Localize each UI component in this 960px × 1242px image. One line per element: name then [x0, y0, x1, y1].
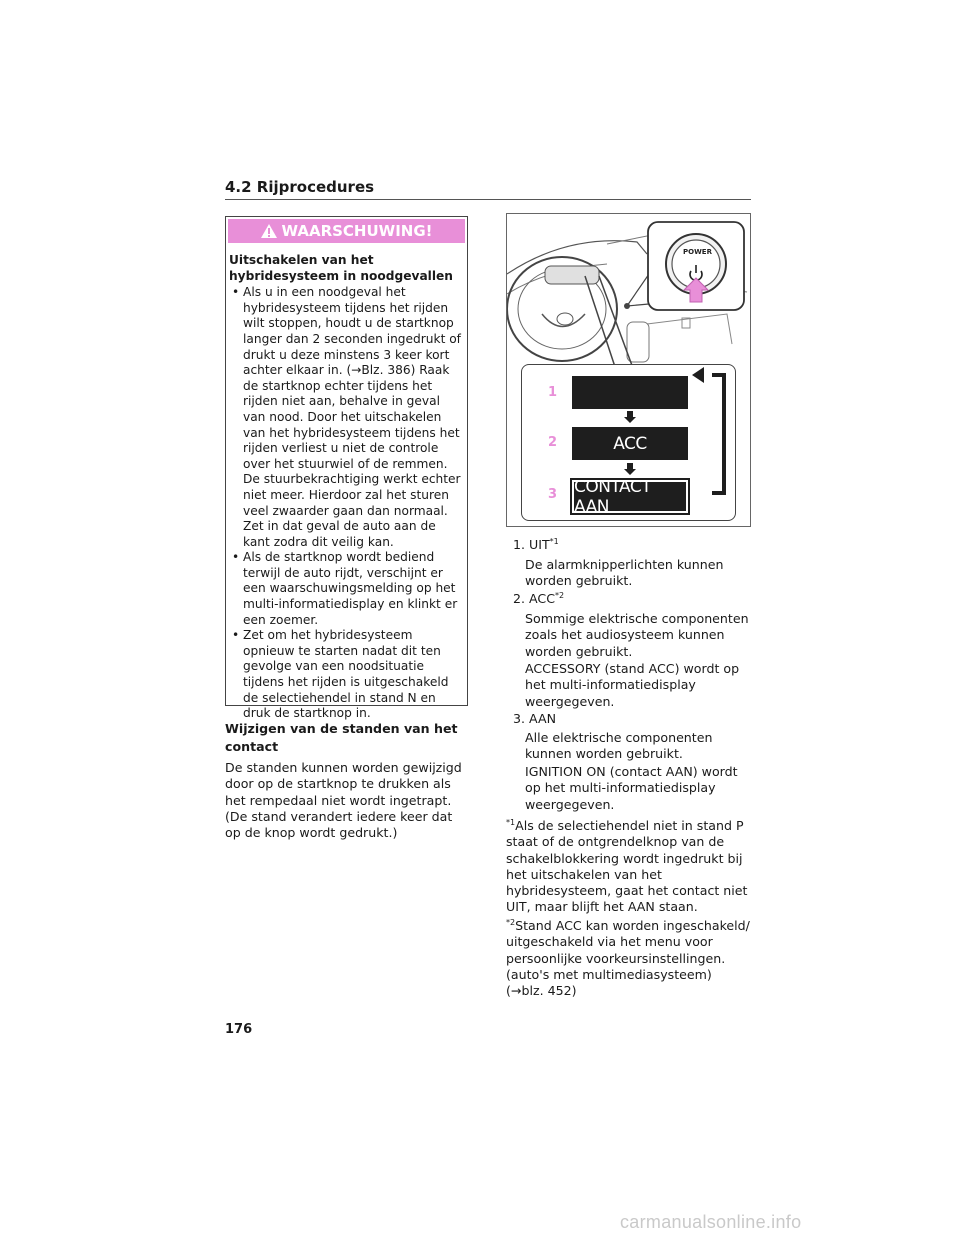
step-number: 1: [548, 385, 558, 400]
list-item-text: Sommige elektrische componenten zoals het audiosysteem kunnen worden gebruikt.: [525, 611, 749, 659]
page-number: 176: [225, 1022, 253, 1037]
step-number: 3: [548, 487, 558, 502]
ignition-figure: [506, 213, 751, 527]
step-label: CONTACT AAN: [574, 476, 652, 517]
power-button-label: POWER: [683, 248, 712, 256]
footnote: $^{*1}$Als de selectiehendel niet in stand P staat of de ontgrendelknop van de schakelblokkering wordt ingedrukt bij het uitschakelen van het hybridesysteem, gaat het contact niet UIT, maar blijft het AAN staan.: [506, 818, 748, 915]
arrow-down-icon: [624, 411, 636, 423]
ignition-steps-panel: [521, 364, 736, 521]
list-item-label: 2. ACC$^{*2}$: [513, 591, 565, 606]
warning-list: [229, 285, 461, 722]
step-number: 2: [548, 435, 558, 450]
list-item-label: 1. UIT$^{*1}$: [513, 537, 559, 552]
warning-box: [225, 216, 468, 721]
warning-bullet: • Zet om het hybridesysteem opnieuw te starten nadat dit ten gevolge van een noodsituatie tijdens het rijden is uitgeschakeld de selectiehendel in stand N en druk de startknop in.: [229, 628, 461, 722]
body-paragraph: De standen kunnen worden gewijzigd door op de startknop te drukken als het rempedaal niet wordt ingetrapt. (De stand verandert iedere keer dat op de knop wordt gedrukt.): [225, 760, 462, 841]
arrow-down-icon: [624, 463, 636, 475]
list-item-text: De alarmknipperlichten kunnen worden gebruikt.: [525, 557, 724, 589]
warning-bullet: • Als de startknop wordt bediend terwijl de auto rijdt, verschijnt er een waarschuwingsmelding op het multi-informatiedisplay en klinkt er een zoemer.: [229, 550, 461, 628]
cycle-bracket: [712, 373, 726, 495]
list-item-text: IGNITION ON (contact AAN) wordt op het multi-informatiedisplay weergegeven.: [525, 764, 738, 812]
watermark: carmanualsonline.info: [620, 1212, 802, 1232]
step-box-on: [572, 476, 688, 517]
warning-bullet: • Als u in een noodgeval het hybridesysteem tijdens het rijden wilt stoppen, houdt u de startknop langer dan 2 seconden ingedrukt of drukt u deze minstens 3 keer kort achter elkaar in. (→Blz. 386) Raak de startknop echter tijdens het rijden niet aan, behalve in geval van nood. Door het uitschakelen van het hybridesysteem tijdens het rijden verliest u niet de controle over het stuurwiel of de remmen. De stuurbekrachtiging werkt echter niet meer. Hierdoor zal het sturen veel zwaarder gaan dan normaal. Zet in dat geval de auto aan de kant zodra dit veilig kan.: [229, 285, 461, 550]
warning-title: WAARSCHUWING!: [281, 222, 433, 240]
warning-triangle-icon: [260, 223, 278, 239]
cycle-arrow-icon: [692, 367, 704, 383]
list-item-text: ACCESSORY (stand ACC) wordt op het multi-informatiedisplay weergegeven.: [525, 661, 740, 709]
list-item-label: 3. AAN: [513, 711, 557, 726]
section-title: 4.2 Rijprocedures: [225, 178, 375, 196]
step-box-off: [572, 376, 688, 409]
list-item-text: Alle elektrische componenten kunnen worden gebruikt.: [525, 730, 713, 762]
subsection-heading: Wijzigen van de standen van het contact: [225, 721, 458, 754]
step-box-acc: [572, 427, 688, 460]
section-divider: [225, 199, 751, 200]
warning-header: [228, 219, 465, 243]
footnote: $^{*2}$Stand ACC kan worden ingeschakeld/ uitgeschakeld via het menu voor persoonlijke voorkeursinstellingen. (auto's met multimediasysteem) (→blz. 452): [506, 918, 750, 999]
warning-subtitle: Uitschakelen van het hybridesysteem in noodgevallen: [229, 253, 453, 283]
step-label: ACC: [613, 433, 647, 454]
